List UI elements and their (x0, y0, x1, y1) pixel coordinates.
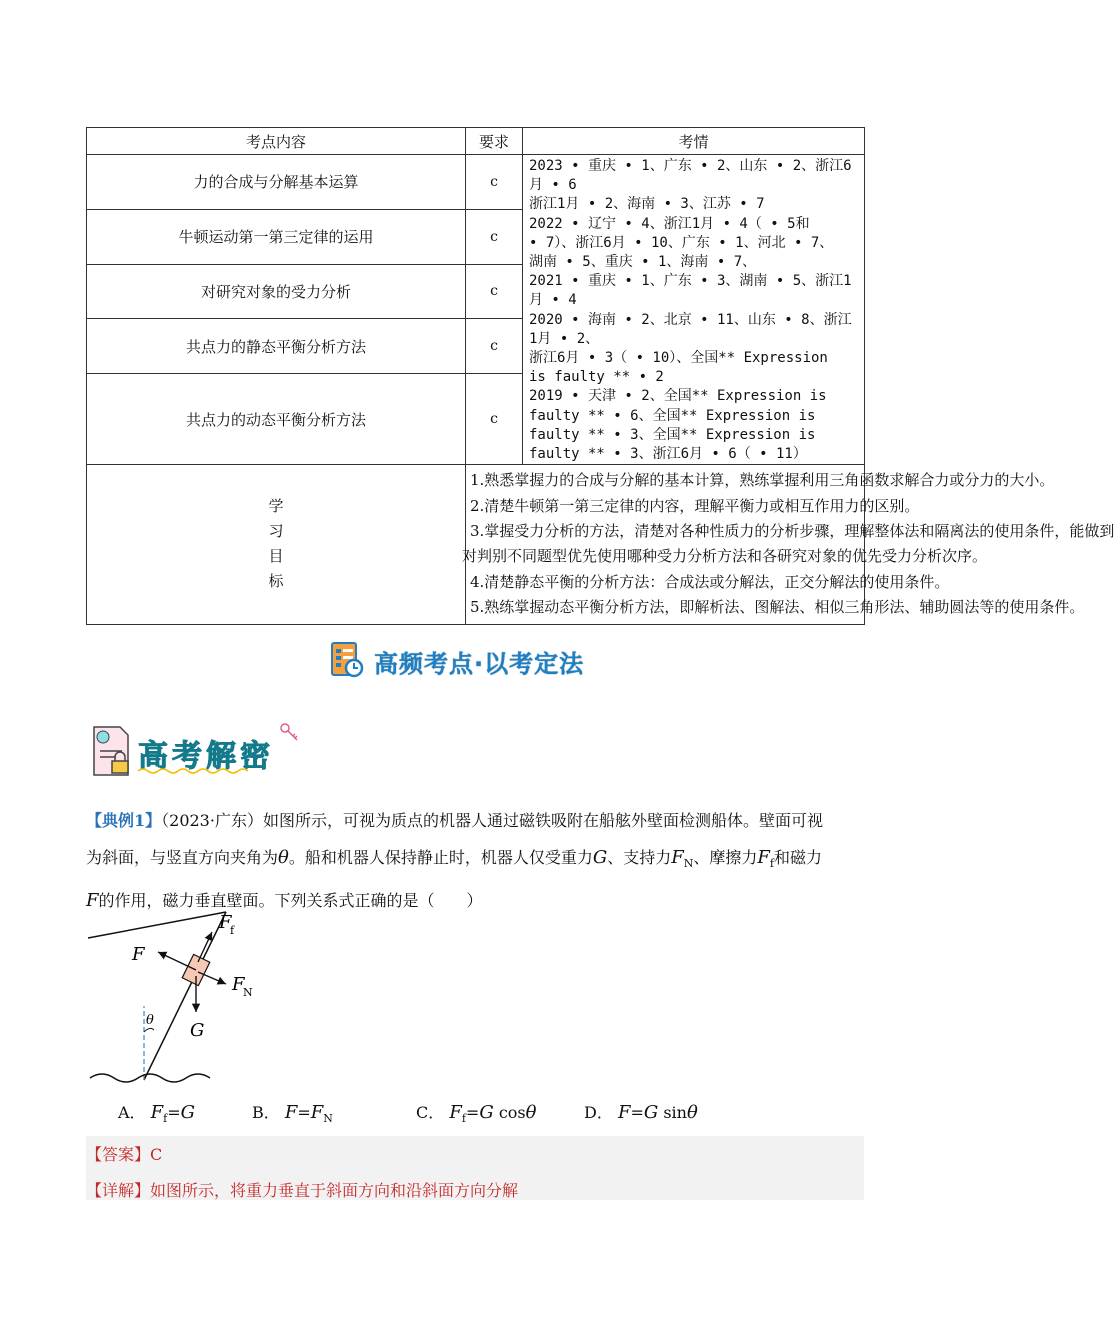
key-icon (278, 721, 300, 743)
requirement-cell: c (466, 319, 523, 374)
kaoqing-line: 2023 • 重庆 • 1、广东 • 2、山东 • 2、浙江6 (529, 158, 852, 174)
hull-incline (144, 912, 226, 1080)
kaoqing-line: • 7）、浙江6月 • 10、广东 • 1、河北 • 7、 (529, 234, 834, 251)
banner-title: 高考解密 (138, 739, 274, 774)
label-Ff-sub: f (230, 924, 235, 937)
topic-cell: 力的合成与分解基本运算 (87, 155, 466, 210)
option-rhs-sub: N (323, 1112, 333, 1126)
theta-arc (144, 1028, 154, 1032)
kaoqing-line: faulty ** • 3、全国** Expression is (529, 426, 816, 443)
option-rhs: G (180, 1102, 196, 1123)
goal-item: 5.熟练掌握动态平衡分析方法，即解析法、图解法、相似三角形法、辅助圆法等的使用条件。 (470, 598, 1085, 617)
topic-cell: 共点力的动态平衡分析方法 (87, 374, 466, 465)
question-source: （2023·广东） (161, 811, 263, 830)
requirement-cell: c (466, 264, 523, 319)
question-text: 为斜面，与竖直方向夹角为 (86, 848, 279, 867)
learning-goals-header (87, 465, 466, 624)
answer-line (86, 1142, 162, 1165)
kaoqing-line: 月 • 6 (529, 177, 577, 194)
kaoqing-line: 2022 • 辽宁 • 4、浙江1月 • 4（ • 5和 (529, 215, 810, 232)
kaoqing-line: 月 • 4 (529, 292, 577, 309)
example-question (86, 802, 864, 919)
option-d[interactable] (584, 1100, 698, 1123)
requirement-cell: c (466, 374, 523, 465)
symbol-F: F (86, 890, 99, 912)
kaoqing-line: 1月 • 2、 (529, 330, 600, 347)
subscript-f: f (769, 857, 774, 871)
answer-box (86, 1136, 864, 1200)
kaoqing-line: is faulty ** • 2 (529, 369, 664, 386)
option-lhs: F (284, 1102, 298, 1123)
option-letter: D． (584, 1103, 613, 1122)
banner-title: 高频考点·以考定法 (374, 650, 585, 678)
subscript-N: N (683, 857, 694, 871)
option-rhs: F (310, 1102, 324, 1123)
learning-goals-row (87, 465, 865, 624)
header-content: 考点内容 (87, 128, 466, 155)
option-letter: A． (118, 1103, 146, 1122)
detail-line (86, 1178, 518, 1201)
wall-top-line (88, 912, 226, 938)
symbol-F: F (671, 847, 684, 868)
requirement-cell: c (466, 209, 523, 264)
option-letter: C． (416, 1103, 445, 1122)
detail-tag: 【详解】 (86, 1181, 151, 1200)
option-c[interactable] (416, 1100, 536, 1125)
label-FN: F (232, 974, 245, 995)
kaoqing-line: 2019 • 天津 • 2、全国** Expression is (529, 388, 827, 405)
goal-item: 1.熟悉掌握力的合成与分解的基本计算，熟练掌握利用三角函数求解合力或分力的大小。 (470, 471, 1055, 490)
option-rhs: G (643, 1102, 659, 1123)
option-eq: = (630, 1103, 644, 1122)
kaoqing-line: 湖南 • 5、重庆 • 1、海南 • 7、 (529, 254, 757, 271)
option-eq: = (465, 1103, 480, 1122)
exam-point-table (86, 127, 1114, 625)
goal-header-char: 习 (268, 522, 284, 541)
answer-value: C (150, 1145, 163, 1164)
water-wave (90, 1074, 210, 1082)
header-requirement: 要求 (466, 128, 523, 155)
header-exam-situation: 考情 (523, 128, 865, 155)
wavy-underline-icon (138, 767, 248, 775)
clipboard-clock-icon (330, 640, 364, 678)
label-F: F (132, 944, 145, 965)
learning-goals-list (462, 465, 1114, 624)
symbol-theta: θ (278, 847, 289, 868)
kaoqing-line: 浙江1月 • 2、海南 • 3、江苏 • 7 (529, 196, 765, 213)
topic-cell: 共点力的静态平衡分析方法 (87, 319, 466, 374)
question-text: 的作用，磁力垂直壁面。下列关系式正确的是（ ） (98, 891, 483, 911)
symbol-G: G (592, 847, 608, 868)
kaoqing-line: 浙江6月 • 3（ • 10）、全国** Expression (529, 350, 828, 367)
option-eq: = (297, 1103, 311, 1122)
kaoqing-line: faulty ** • 6、全国** Expression is (529, 407, 816, 424)
option-lhs-sub: f (461, 1112, 466, 1126)
question-text: 。船和机器人保持静止时，机器人仅受重力 (288, 848, 593, 867)
section-banner-exam-secrets (90, 721, 310, 781)
document-lock-icon (90, 723, 134, 779)
kaoqing-line: faulty ** • 3、浙江6月 • 6（ • 11） (529, 446, 807, 463)
option-a[interactable] (118, 1100, 195, 1125)
goal-item: 4.清楚静态平衡的分析方法：合成法或分解法，正交分解法的使用条件。 (470, 572, 950, 591)
question-text: 和磁力 (774, 848, 823, 867)
option-lhs: F (617, 1102, 631, 1123)
option-eq: = (167, 1103, 181, 1122)
friction-arrow (198, 932, 212, 962)
option-fn: cos (498, 1103, 526, 1122)
label-FN-sub: N (243, 986, 253, 999)
option-arg: θ (525, 1102, 537, 1123)
question-text: 如图所示，可视为质点的机器人通过磁铁吸附在船舷外壁面检测船体。壁面可视 (262, 811, 823, 830)
topic-cell: 牛顿运动第一第三定律的运用 (87, 209, 466, 264)
exam-situation-cell (523, 155, 865, 465)
goal-header-char: 标 (268, 572, 284, 591)
goal-item: 3.掌握受力分析的方法，清楚对各种性质力的分析步骤，理解整体法和隔离法的使用条件，能做到 (470, 522, 1114, 541)
goal-item: 2.清楚牛顿第一第三定律的内容，理解平衡力或相互作用力的区别。 (470, 496, 920, 515)
answer-tag: 【答案】 (86, 1145, 151, 1164)
kaoqing-line: 2020 • 海南 • 2、北京 • 11、山东 • 8、浙江 (529, 311, 852, 328)
force-diagram (86, 912, 286, 1092)
option-lhs: F (150, 1102, 164, 1123)
option-fn: sin (663, 1103, 687, 1122)
option-arg: θ (686, 1102, 698, 1123)
label-theta: θ (146, 1013, 154, 1028)
option-lhs-sub: f (163, 1112, 168, 1126)
table-header-row (87, 128, 865, 155)
symbol-F: F (757, 847, 770, 868)
section-banner-high-frequency (330, 634, 620, 682)
option-b[interactable] (252, 1100, 333, 1125)
goal-item: 对判别不同题型优先使用哪种受力分析方法和各研究对象的优先受力分析次序。 (462, 547, 988, 566)
label-G: G (190, 1020, 205, 1041)
question-text: 、支持力 (607, 848, 672, 867)
table-row (87, 155, 865, 210)
topic-cell: 对研究对象的受力分析 (87, 264, 466, 319)
detail-text: 如图所示，将重力垂直于斜面方向和沿斜面方向分解 (150, 1181, 519, 1200)
option-letter: B． (252, 1103, 280, 1122)
goal-header-char: 学 (268, 497, 284, 516)
requirement-cell: c (466, 155, 523, 210)
option-lhs: F (449, 1102, 462, 1123)
kaoqing-line: 2021 • 重庆 • 1、广东 • 3、湖南 • 5、浙江1 (529, 273, 852, 290)
label-Ff: F (219, 912, 232, 933)
answer-options (0, 1100, 950, 1130)
option-rhs: G (479, 1102, 494, 1123)
example-tag: 【典例1】 (86, 811, 162, 830)
question-text: 、摩擦力 (693, 848, 758, 867)
goal-header-char: 目 (268, 547, 284, 566)
